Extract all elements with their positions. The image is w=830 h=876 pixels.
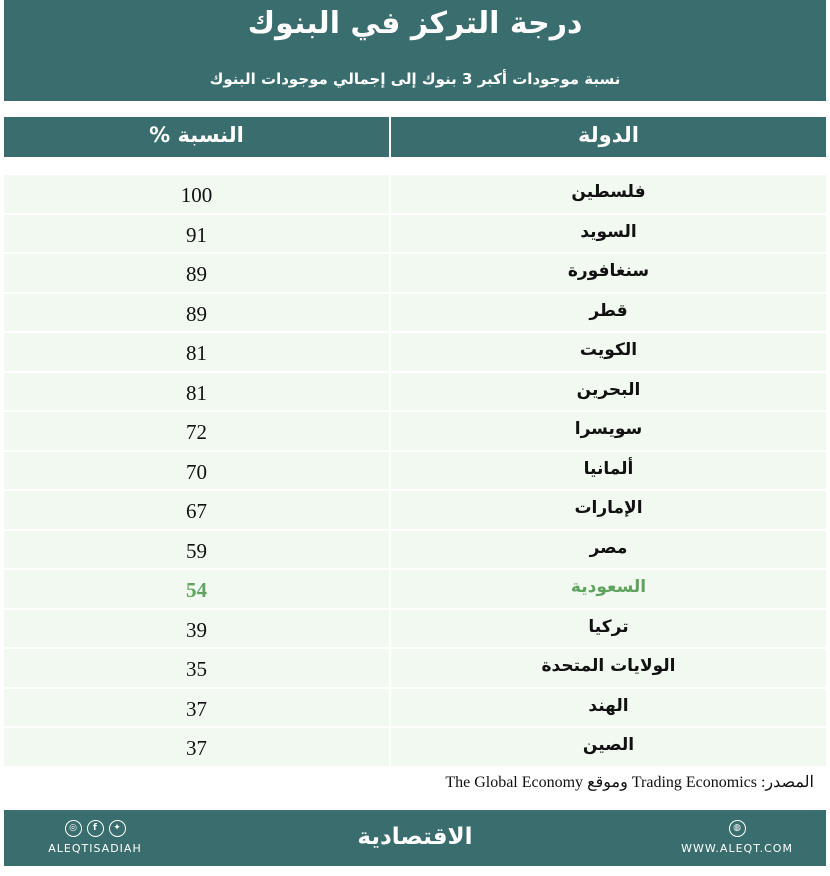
social-handle[interactable]: ALEQTISADIAH (48, 842, 142, 855)
country-cell: البحرين (576, 379, 641, 400)
percent-cell: 91 (186, 222, 207, 247)
footer-banner (4, 810, 826, 866)
table-row (4, 649, 826, 687)
source-note: المصدر: Trading Economics وموقع The Global Economy (445, 774, 814, 791)
table-row (4, 689, 826, 727)
country-cell: الولايات المتحدة (541, 656, 676, 676)
website-block (672, 820, 802, 855)
country-cell: مصر (589, 537, 628, 558)
percent-cell: 72 (186, 420, 207, 444)
table-row (4, 254, 826, 292)
country-cell: فلسطين (571, 182, 646, 202)
chart-title: درجة التركز في البنوك (247, 6, 583, 41)
column-header-country (391, 117, 826, 157)
infographic (4, 0, 826, 870)
percent-cell: 89 (186, 301, 207, 326)
percent-cell: 37 (186, 696, 207, 721)
column-gap-percent (4, 157, 389, 176)
country-cell: الصين (582, 735, 635, 755)
percent-cell: 70 (186, 459, 207, 484)
percent-cell: 89 (186, 262, 207, 286)
table-row (4, 531, 826, 569)
table-row (4, 215, 826, 253)
country-cell: قطر (589, 300, 628, 321)
table-row (4, 452, 826, 490)
header-separator (4, 101, 826, 117)
country-cell: سويسرا (574, 419, 643, 439)
facebook-icon[interactable]: f (87, 820, 104, 837)
percent-cell: 81 (186, 380, 207, 405)
percent-cell: 59 (186, 538, 207, 563)
country-cell: سنغافورة (567, 261, 650, 281)
percent-cell: 37 (186, 736, 207, 760)
table-row (4, 728, 826, 766)
brand-logo: الاقتصادية (357, 824, 473, 850)
twitter-icon[interactable]: ✦ (109, 820, 126, 837)
table-row (4, 175, 826, 213)
country-cell: ألمانيا (583, 458, 634, 479)
country-cell: السويد (580, 221, 637, 242)
globe-icon: ◍ (729, 820, 746, 837)
country-cell: الهند (588, 695, 629, 716)
table-row (4, 491, 826, 529)
column-gap-country (391, 157, 826, 176)
chart-subtitle: نسبة موجودات أكبر 3 بنوك إلى إجمالي موجودات البنوك (209, 70, 621, 88)
column-header-country-label: الدولة (578, 123, 639, 147)
column-header-percent-label: النسبة % (149, 123, 244, 147)
table-row (4, 610, 826, 648)
country-cell: تركيا (588, 616, 629, 637)
percent-cell: 67 (186, 499, 207, 523)
instagram-icon[interactable]: ◎ (65, 820, 82, 837)
table-row (4, 333, 826, 371)
country-cell: السعودية (570, 577, 647, 597)
table-row (4, 570, 826, 608)
table-row (4, 412, 826, 450)
table-row (4, 373, 826, 411)
data-table-body (4, 175, 826, 768)
country-cell: الكويت (579, 340, 638, 360)
percent-cell: 54 (186, 578, 207, 602)
percent-cell: 100 (180, 183, 213, 207)
column-header-percent (4, 117, 389, 157)
percent-cell: 39 (186, 617, 207, 642)
column-divider (389, 117, 391, 768)
header-banner (4, 0, 826, 101)
table-row (4, 294, 826, 332)
website-url[interactable]: WWW.ALEQT.COM (681, 842, 793, 855)
percent-cell: 81 (186, 341, 207, 365)
country-cell: الإمارات (574, 498, 643, 518)
percent-cell: 35 (186, 657, 207, 681)
